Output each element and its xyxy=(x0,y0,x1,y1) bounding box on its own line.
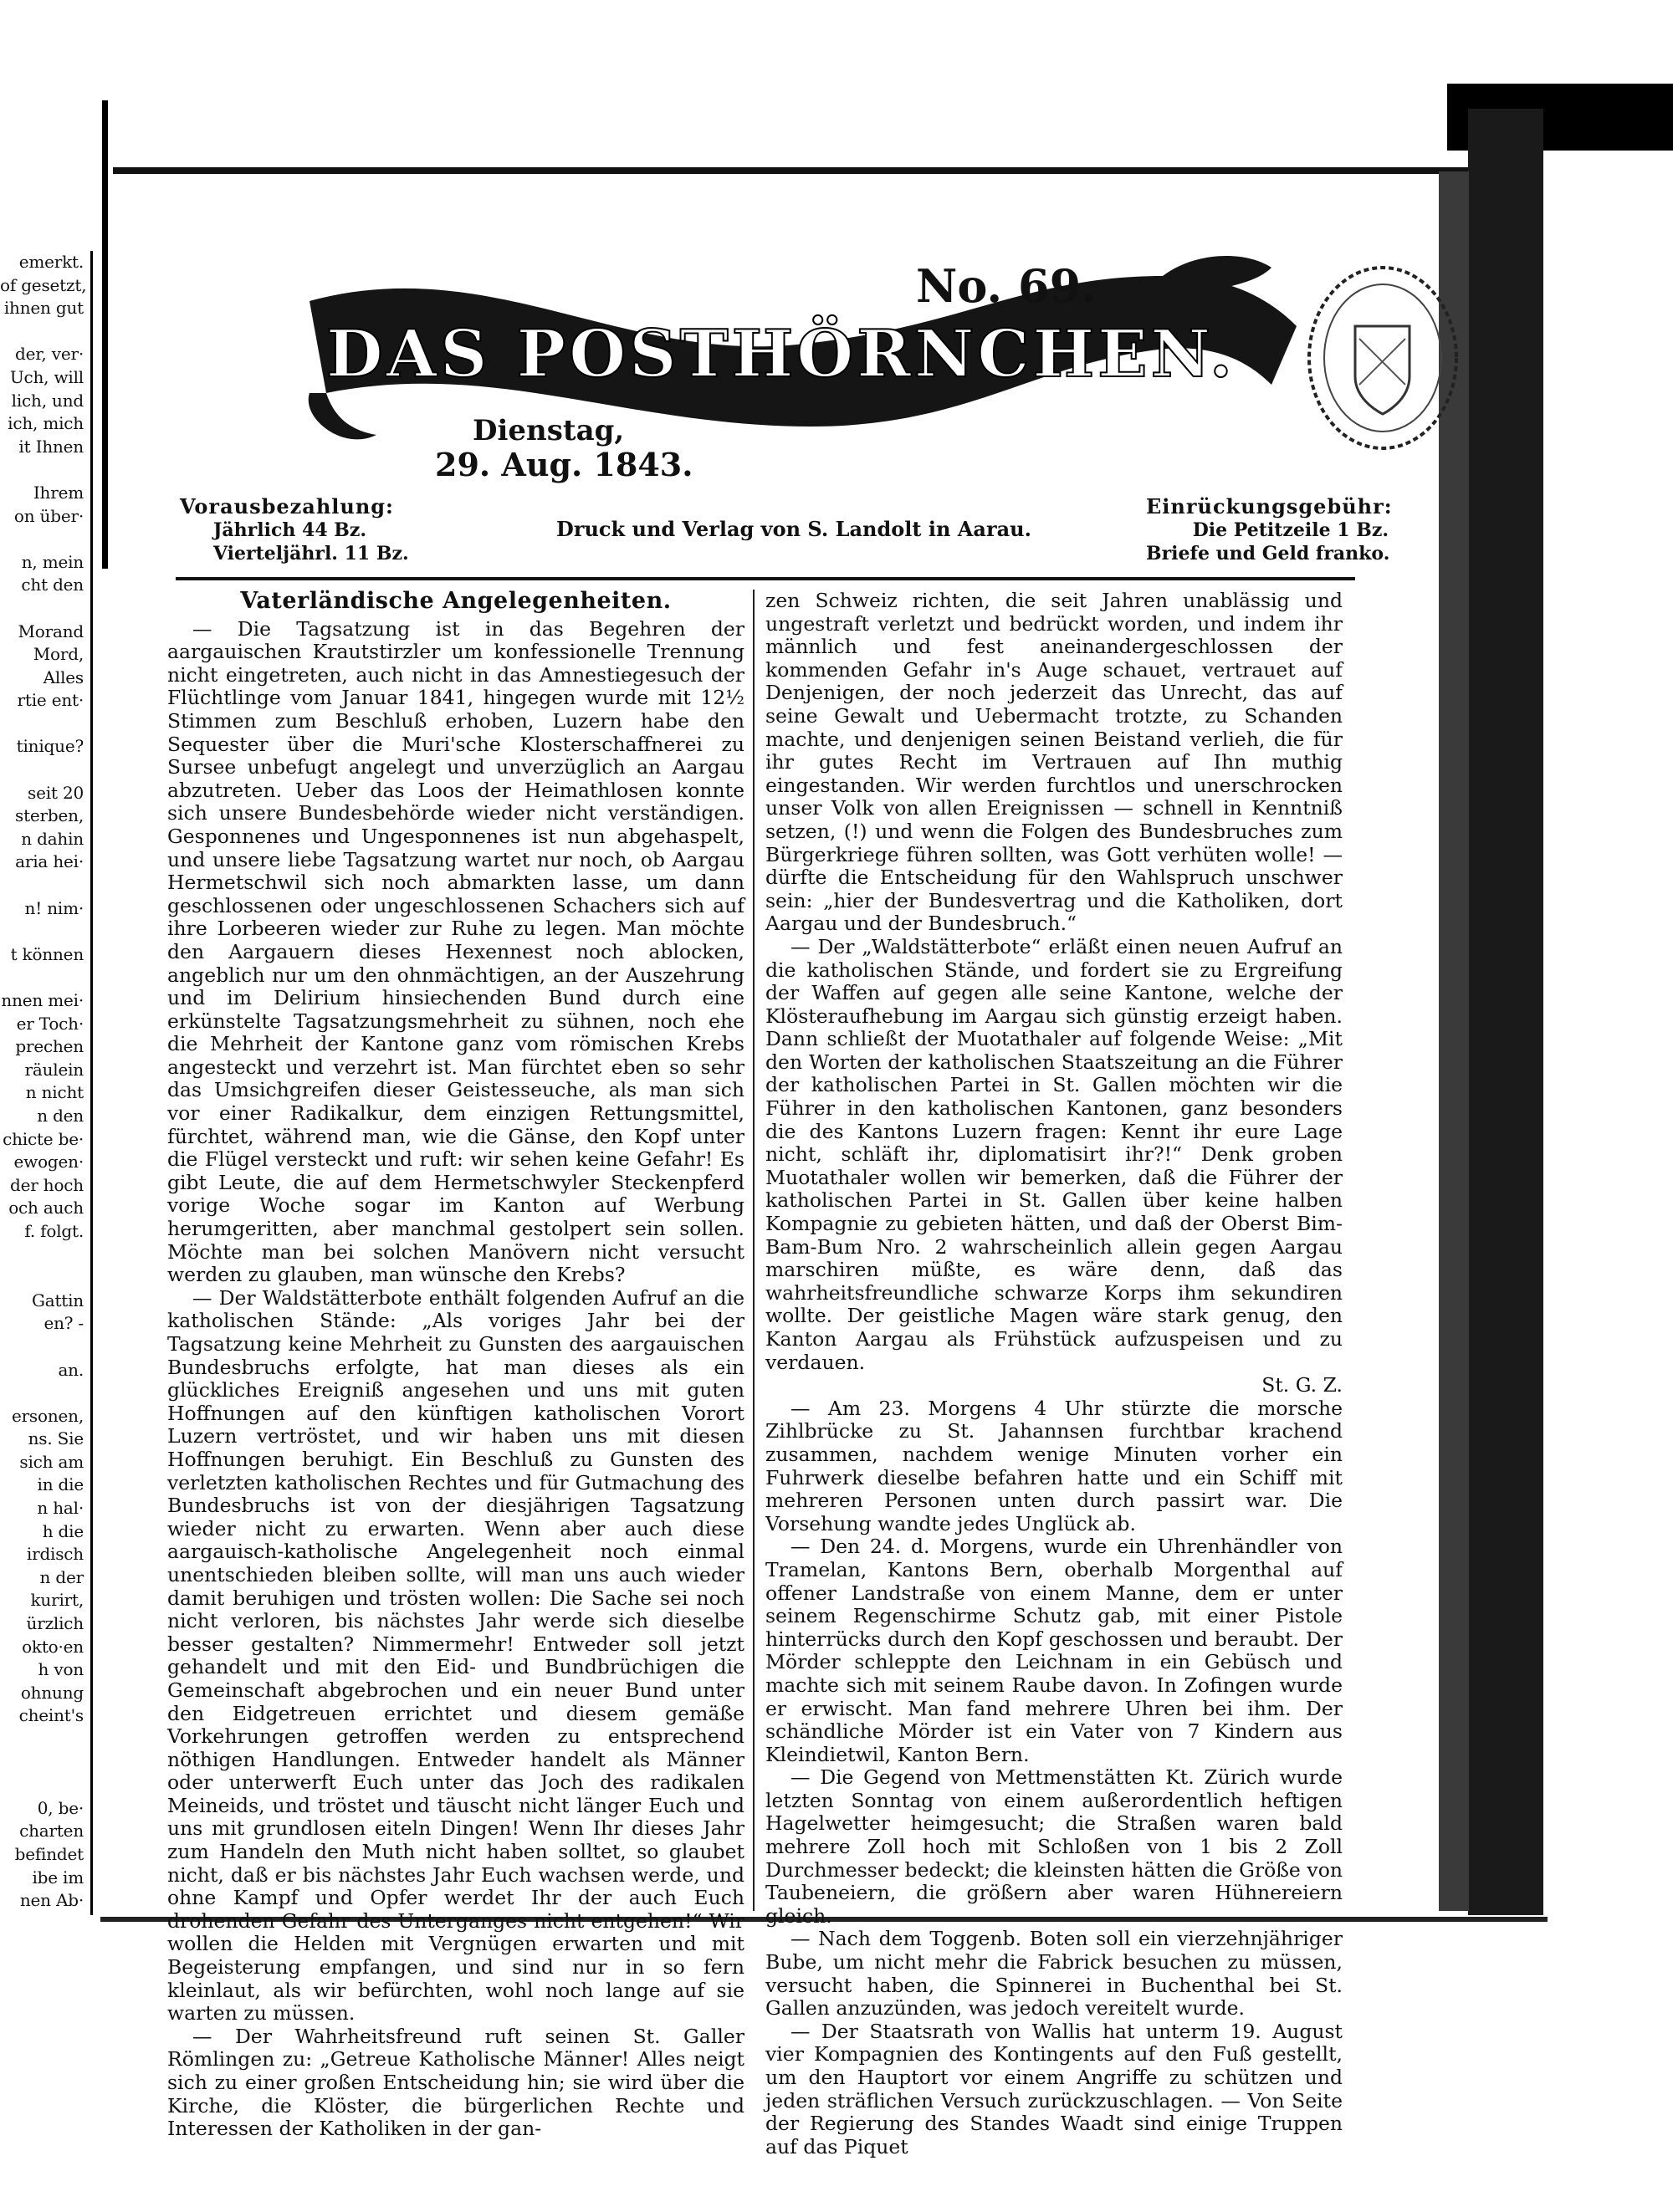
article-paragraph: zen Schweiz richten, die seit Jahren unablässig und ungestraft verletzt und bedrückt worden, und indem ihr männlich und fest aneinandergeschlossen der kommenden Gefahr in's Auge schauet, vertrauet auf Denjenigen, der noch jederzeit das Unrecht, das auf seine Gewalt und Uebermacht trotzte, zu Schanden machte, und denjenigen seinen Beistand verlieh, die für ihr gutes Recht im Vertrauen auf Ihn muthig eingestanden. Wir werden furchtlos und unerschrocken unser Volk von allen Ereignissen — schnell in Kenntniß setzen, (!) und wenn die Folgen des Bundesbruches zum Bürgerkriege führen sollten, was Gott verhüten wolle! — dürfte die Entscheidung für den Wahlspruch unschwer sein: „hier der Bundesvertrag und die Katholiken, dort Aargau und der Bundesbruch.“ xyxy=(765,589,1343,936)
left-page-fragment: Uch, will xyxy=(9,366,84,387)
left-page-fragment: n nicht xyxy=(25,1082,84,1103)
left-page-fragment: befindet xyxy=(14,1843,84,1864)
left-page-fragment xyxy=(0,1244,84,1267)
issue-date: 29. Aug. 1843. xyxy=(435,446,693,483)
banner-tail xyxy=(309,393,376,439)
article-paragraph: — Der „Waldstätterbote“ erläßt einen neuen Aufruf an die katholischen Stände, und fordert sie zu Ergreifung der Waffen auf gegen alle seine Kantone, welche der Klösteraufhebung im Aargau sich günstig erzeigt haben. Dann schließt der Muotathaler auf folgende Weise: „Mit den Worten der katholischen Staatszeitung an die Führer der katholischen Partei in St. Gallen möchten wir die Führer in den katholischen Kantonen, ganz besonders die des Kantons Luzern fragen: Kennt ihr eure Lage nicht, schläft ihr, diplomatisirt ihr?!“ Denk groben Muotathaler wollen wir bemerken, daß die Führer der katholischen Partei in St. Gallen über keine halben Kompagnie zu gebieten hätten, und daß der Oberst Bim-Bam-Bum Nro. 2 wahrscheinlich allein gegen Aargau marschiren müßte, es wäre denn, daß das wahrheitsfreundliche schwarze Korps ihm sekundiren wollte. Der geistliche Magen wäre stark genug, den Kanton Aargau als Frühstück aufzuspeisen und zu verdauen. xyxy=(765,934,1343,1374)
gutter-line xyxy=(102,100,108,569)
insertion-fee-note: Briefe und Geld franko. xyxy=(1146,543,1390,564)
left-page-fragment: n! nim· xyxy=(24,897,84,918)
left-page-fragment: och auch xyxy=(8,1198,84,1218)
article-paragraph: — Die Tagsatzung ist in das Begehren der aargauischen Krautstirzler um konfessionelle Trennung nicht eingetreten, auch nicht in das Amnestiegesuch der Flüchtlinge vom Januar 1841, hingegen wurde mit 12½ Stimmen zum Beschluß erhoben, Luzern habe den Sequester über die Muri'sche Klosterschaffnerei zu Sursee unbefugt angelegt und unverzüglich an Aargau abzutreten. Ueber das Loos der Heimathlosen konnte sich unsere Bundesbehörde wieder nicht verständigen. Gesponnenes und Ungesponnenes ist nun abgehaspelt, und unsere liebe Tagsatzung wartet nur noch, ob Aargau Hermetschwil sich noch abmarkten lasse, um dann geschlossenen oder ungeschlossenen Schachers sich auf ihre Lorbeeren wieder zur Ruhe zu legen. Man möchte den Aargauern dieses Hexennest noch ablocken, angeblich nur um den ohnmächtigen, an der Auszehrung und im Delirium hinsiechenden Bund durch eine erkünstelte Tagsatzungsmehrheit zu sühnen, noch ehe die Mehrheit der Kantone ganz vom römischen Krebs angesteckt und verzehrt ist. Man fürchtet eben so sehr das Umsichgreifen dieser Geistesseuche, als man sich vor einer Radikalkur, dem einzigen Rettungsmittel, fürchtet, während man, wie die Gänse, den Kopf unter die Flügel versteckt und ruft: wir sehen keine Gefahr! Es gibt Leute, die auf dem Hermetschwyler Steckenpferd vorige Woche sogar im Kanton auf Werbung herumgeritten, aber manchmal gestolpert sein sollen. Möchte man bei solchen Manövern nicht versucht werden zu glauben, man wünsche den Krebs? xyxy=(167,616,744,1287)
left-page-fragment: der, ver· xyxy=(15,344,84,365)
left-page-fragment: h von xyxy=(38,1659,84,1680)
left-page-fragment: it Ihnen xyxy=(18,436,84,457)
left-page-fragment: sterben, xyxy=(15,805,84,826)
left-page-fragment: n dahin xyxy=(21,828,84,849)
article-paragraph: — Nach dem Toggenb. Boten soll ein vierzehnjähriger Bube, um nicht mehr die Fabrick besuchen zu müssen, versucht haben, die Spinnerei in Buchenthal bei St. Gallen anzuzünden, was jedoch vereitelt wurde. xyxy=(765,1927,1343,2020)
insertion-fee-label: Einrückungsgebühr: xyxy=(1146,494,1393,519)
left-page-fragment xyxy=(0,713,84,736)
header-rule xyxy=(176,577,1355,580)
left-page-fragment: f. folgt. xyxy=(24,1220,84,1241)
left-page-fragment: räulein xyxy=(24,1059,84,1080)
left-page-fragment: ihnen gut xyxy=(3,298,84,319)
left-page-fragment: emerkt. xyxy=(18,252,84,272)
masthead-banner xyxy=(276,251,1330,502)
left-page-fragment: charten xyxy=(19,1821,84,1842)
prepayment-quarterly: Vierteljährl. 11 Bz. xyxy=(213,543,409,564)
left-page-fragment: in die xyxy=(37,1474,84,1495)
left-page-fragment: nnen mei· xyxy=(1,990,84,1010)
left-page-fragment: lich, und xyxy=(11,390,84,411)
left-page-fragment: ürzlich xyxy=(26,1613,84,1634)
library-stamp xyxy=(1301,259,1464,456)
left-page-fragment: t können xyxy=(10,943,84,964)
left-page-strip xyxy=(0,251,88,1911)
insertion-fee-rate: Die Petitzeile 1 Bz. xyxy=(1192,519,1389,541)
article-paragraph: — Die Gegend von Mettmenstätten Kt. Zürich wurde letzten Sonntag von einem außerordentlich heftigen Hagelwetter heimgesucht; die Straßen waren bald mehrere Zoll hoch mit Schloßen von 1 bis 2 Zoll Durchmesser bedeckt; die kleinsten hätten die Größe von Taubeneiern, die größern aber waren Hühnereiern gleich. xyxy=(765,1765,1343,1928)
left-page-fragment: der hoch xyxy=(10,1174,84,1195)
left-page-fragment xyxy=(0,874,84,897)
left-page-fragment: Mord, xyxy=(33,644,84,665)
left-page-fragment xyxy=(0,966,84,989)
left-page-fragment: kurirt, xyxy=(30,1590,84,1611)
left-page-fragment: ns. Sie xyxy=(28,1428,84,1449)
article-paragraph: — Der Waldstätterbote enthält folgenden Aufruf an die katholischen Stände: „Als voriges Jahr bei der Tagsatzung keine Mehrheit zu Gunsten des aargauischen Bundesbruchs erfolgte, hat man dieses als ein glückliches Ereigniß angesehen und uns mit guten Hoffnungen auf den künftigen katholischen Vorort Luzern vertröstet, und wir haben uns mit diesen Hoffnungen beruhigt. Ein Beschluß zu Gunsten des verletzten katholischen Rechtes und für Gutmachung des Bundesbruchs ist von der diesjährigen Tagsatzung wieder nicht zu erwarten. Wenn aber auch diese aargauisch-katholische Angelegenheit noch einmal unentschieden bleiben sollte, will man uns auch wieder damit beruhigen und trösten wollen: Die Sache sei noch nicht verloren, bis nächstes Jahr werde sich dieselbe besser gestalten? Nimmermehr! Entweder soll jetzt gehandelt und mit den Eid- und Bundbrüchigen die Gemeinschaft abgebrochen und ein neuer Bund unter den Eidgetreuen errichtet und diesem gemäße Vorkehrungen getroffen werden zu entsprechend nöthigen Handlungen. Entweder handelt als Männer oder unterwerft Euch unter das Joch des radikalen Meineids, und tröstet und täuscht nicht länger Euch und uns mit grundlosen eiteln Dingen! Wenn Ihr dieses Jahr zum Handeln den Muth nicht haben solltet, so glaubet nicht, daß er bis nächstes Jahr Euch wachsen werde, und ohne Kampf und Opfer werdet Ihr der auch Euch drohenden Gefahr des Unterganges nicht entgehen!“ Wir wollen die Helden mit Vergnügen erwarten und mit Begeisterung empfangen, und sind nur in so fern kleinlaut, als wir befürchten, wohl noch lange auf sie warten zu müssen. xyxy=(167,1285,744,2026)
article-source: St. G. Z. xyxy=(1261,1373,1343,1397)
section-title: Vaterländische Angelegenheiten. xyxy=(240,588,672,614)
imprint: Druck und Verlag von S. Landolt in Aarau. xyxy=(556,517,1031,541)
left-page-fragment: chicte be· xyxy=(3,1128,84,1149)
left-page-fragment: Morand xyxy=(18,621,84,641)
article-paragraph: — Den 24. d. Morgens, wurde ein Uhrenhändler von Tramelan, Kantons Bern, oberhalb Morgenthal auf offener Landstraße von einem Manne, dem er unter seinem Regenschirme Schutz gab, mit einer Pistole hinterrücks durch den Kopf geschossen und beraubt. Der Mörder schleppte den Leichnam in ein Gebüsch und machte sich mit seinem Raube davon. In Zofingen wurde er erwischt. Man fand mehrere Uhren bei ihm. Der schändliche Mörder ist ein Vater von 7 Kindern aus Kleindietwil, Kanton Bern. xyxy=(765,1535,1343,1766)
left-page-fragment: ewogen· xyxy=(13,1152,84,1172)
left-page-fragment xyxy=(0,320,84,344)
page-top-border xyxy=(113,167,1506,174)
masthead-title: DAS POSTHÖRNCHEN. xyxy=(326,316,1236,392)
left-page-fragment: n, mein xyxy=(21,551,84,572)
left-page-fragment: okto·en xyxy=(22,1636,84,1657)
left-page-fragment: ibe im xyxy=(32,1867,84,1888)
left-page-fragment: cht den xyxy=(21,575,84,595)
prepayment-label: Vorausbezahlung: xyxy=(180,494,394,519)
prepayment-box xyxy=(180,495,409,565)
column-right xyxy=(765,589,1343,2158)
left-page-fragment xyxy=(0,1336,84,1359)
left-page-fragment: Alles xyxy=(43,667,84,687)
left-page-fragment: ohnung xyxy=(20,1682,84,1703)
issue-weekday: Dienstag, xyxy=(473,414,625,447)
left-page-fragment: nen Ab· xyxy=(19,1890,84,1911)
left-page-fragment: Ihrem xyxy=(33,482,84,503)
left-page-fragment xyxy=(0,920,84,943)
left-page-fragment xyxy=(0,759,84,782)
left-page-fragment: seit 20 xyxy=(28,782,84,803)
left-page-fragment: en? - xyxy=(43,1313,84,1334)
page-right-edge xyxy=(1468,109,1543,1915)
prepayment-yearly: Jährlich 44 Bz. xyxy=(213,519,367,541)
left-page-fragment: irdisch xyxy=(26,1544,84,1565)
left-page-fragment xyxy=(0,458,84,482)
article-paragraph: — Am 23. Morgens 4 Uhr stürzte die morsche Zihlbrücke zu St. Jahannsen furchtbar krachend zusammen, nachdem wenige Minuten vorher ein Fuhrwerk dieselbe befahren hatte und ein Schiff mit mehreren Personen unten durch passirt war. Die Vorsehung wandte jedes Unglück ab. xyxy=(765,1396,1343,1535)
left-page-fragment xyxy=(0,528,84,551)
left-page-fragment: rtie ent· xyxy=(17,690,84,711)
left-page-fragment: aria hei· xyxy=(15,851,84,872)
left-page-fragment: cheint's xyxy=(18,1705,84,1726)
left-page-fragment: Gattin xyxy=(31,1290,84,1310)
left-page-fragment: h die xyxy=(42,1520,84,1541)
left-page-fragment: n den xyxy=(37,1105,84,1126)
left-page-fragment: 0, be· xyxy=(37,1797,84,1818)
left-page-fragment: n der xyxy=(39,1566,84,1587)
left-page-fragment: of gesetzt, xyxy=(0,274,87,295)
left-page-fragment: ich, mich xyxy=(8,413,84,434)
left-page-fragment: sich am xyxy=(19,1451,84,1472)
left-page-fragment: n hal· xyxy=(37,1498,84,1519)
left-page-fragment xyxy=(0,597,84,621)
article-paragraph: — Der Wahrheitsfreund ruft seinen St. Galler Römlingen zu: „Getreue Katholische Männer! Alles neigt sich zu einer großen Entscheidung hin; sie wird über die Kirche, die Klöster, die bürgerlichen Rechte und Interessen der Katholiken in der gan- xyxy=(167,2024,744,2141)
column-divider xyxy=(753,590,755,1911)
left-page-fragment: ersonen, xyxy=(11,1405,84,1426)
column-left xyxy=(167,588,744,2141)
article-paragraph: — Der Staatsrath von Wallis hat unterm 19. August vier Kompagnien des Kontingents auf den Fuß gestellt, um den Hauptort vor einem Angriffe zu schützen und jeden sträflichen Versuch zurückzuschlagen. — Von Seite der Regierung des Standes Waadt sind einige Truppen auf das Piquet xyxy=(765,2019,1343,2158)
left-page-fragment: on über· xyxy=(13,505,84,526)
left-page-fragment: tinique? xyxy=(16,736,84,757)
left-page-fragment xyxy=(0,1266,84,1290)
left-page-fragment xyxy=(0,1728,84,1751)
left-page-fragment xyxy=(0,1382,84,1405)
left-page-fragment: prechen xyxy=(15,1036,84,1057)
issue-number: No. 69. xyxy=(916,259,1097,313)
left-page-fragment: an. xyxy=(58,1359,84,1380)
gutter-line-thin xyxy=(90,251,93,1915)
insertion-fee-box xyxy=(1146,494,1393,565)
left-page-fragment xyxy=(0,1751,84,1775)
left-page-fragment: er Toch· xyxy=(16,1013,84,1034)
left-page-fragment xyxy=(0,1774,84,1797)
